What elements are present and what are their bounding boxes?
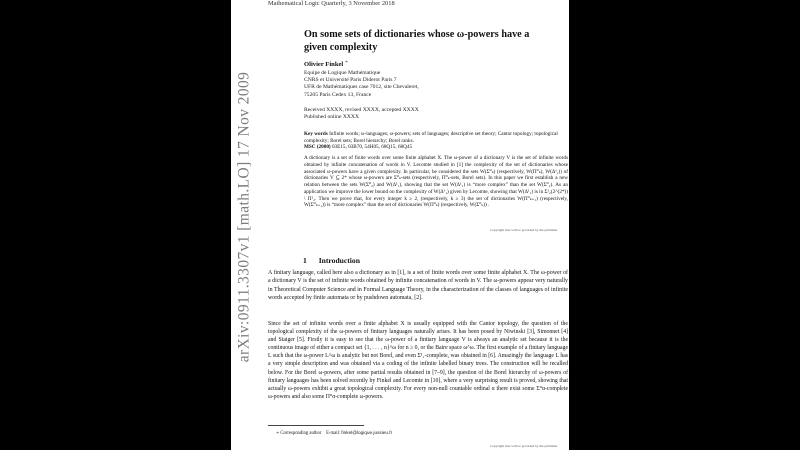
keywords-label: Key words (304, 131, 328, 137)
running-header: Mathematical Logic Quarterly, 3 November 2018 (268, 0, 395, 7)
affiliation-line: 75205 Paris Cedex 13, France (304, 91, 372, 98)
arxiv-stamp-text: arXiv:0911.3307v1 [math.LO] 17 Nov 2009 (235, 71, 253, 363)
arxiv-stamp (226, 71, 262, 363)
footnote-divider (268, 425, 364, 426)
footnote-email: finkel@logique.jussieu.fr (341, 430, 393, 435)
paper-title: On some sets of dictionaries whose ω-powers have a given complexity (304, 29, 530, 53)
keywords-block (304, 131, 569, 151)
section-number: 1 (303, 256, 307, 265)
affiliation (304, 70, 419, 99)
footnote-email-label: E-mail: (326, 431, 341, 436)
body-paragraph: A finitary language, called here also a dictionary as in [1], is a set of finite words over some finite alphabet X. The ω-power of a dictionary V is the set of infinite words obtained by infinite concatenation of words in V. The ω-powers appear very naturally in Theoretical Computer Science and in Formal Language Theory, in the characterization of the classes of languages of infinite words accepted by finite automata or by pushdown automata, [2]. (268, 270, 568, 302)
abstract: A dictionary is a set of finite words over some finite alphabet X. The ω-power of a dictionary V is the set of infinite words obtained by infinite concatenation of words in V. Lecomte studied in [1] the complexity of the set of dictionaries whose associated ω-powers have a given complexity. In particular, he considered the sets W(Σ⁰ₖ) (respectively, W(Π⁰ₖ), W(Δ¹₁)) of dictionaries V ⊆ 2* whose ω-powers are Σ⁰ₖ-sets (respectively, Π⁰ₖ-sets, Borel sets). In this paper we first establish a new relation between the sets W(Σ⁰₂) and W(Δ¹₁), showing that the set W(Δ¹₁) is “more complex” than the set W(Σ⁰₂). As an application we improve the lower bound on the complexity of W(Δ¹₁) given by Lecomte, showing that W(Δ¹₁) is in Σ¹₂(2^(2*)) \ Π¹₂. Then we prove that, for every integer k ≥ 2, (respectively, k ≥ 3) the set of dictionaries W(Π⁰ₖ₊₁) (respectively, W(Σ⁰ₖ₊₁)) is “more complex” than the set of dictionaries W(Π⁰ₖ) (respectively, W(Σ⁰ₖ)) . (304, 155, 568, 209)
dates-line: Published online XXXX (304, 114, 360, 121)
affiliation-line: UFR de Mathématiques case 7012, site Chevaleret, (304, 84, 419, 91)
section-title: Introduction (318, 256, 360, 265)
author-name: Olivier Finkel (304, 61, 344, 69)
body-paragraph: Since the set of infinite words over a finite alphabet X is usually equipped with the Cantor topology, the question of the topological complexity of the ω-powers of finitary languages naturally arises. It has been posed by Niwinski [3], Simonnet [4] and Staiger [5]. Firstly it is easy to see that the ω-power of a finitary language V is always an analytic set because it is the continuous image of either a compact set {1, . . . , n}^ω for n ≥ 0, or the Baire space ω^ω. The first example of a finitary language L such that the ω-power L^ω is analytic but not Borel, and even Σ¹₁-complete, was obtained in [6]. Amazingly the language L has a very simple description and was obtained via a coding of the infinite labelled binary trees. The construction will be recalled below. For the Borel ω-powers, after some partial results obtained in [7–9], the question of the Borel hierarchy of ω-powers of finitary languages has been solved recently by Finkel and Lecomte in [10], where a very surprising result is proved, showing that actually ω-powers exhibit a great topological complexity. For every non-null countable ordinal α there exist some Σ⁰α-complete ω-powers and also some Π⁰α-complete ω-powers. (268, 321, 568, 400)
dates-line: Received XXXX, revised XXXX, accepted XXXX (304, 107, 419, 113)
footnote-label: Corresponding author (280, 431, 322, 436)
copyright-note: Copyright line will be provided by the publisher (490, 444, 558, 448)
author-mark: ∗ (344, 59, 349, 64)
copyright-note: Copyright line will be provided by the publisher (490, 228, 558, 232)
msc-text: 03E15, 03B70, 54H05, 68Q15, 68Q45 (331, 144, 413, 151)
section-heading (303, 256, 360, 265)
author (304, 59, 348, 68)
footnote-mark: ∗ (276, 431, 280, 436)
keywords-text: Infinite words; ω-languages; ω-powers; sets of languages; descriptive set theory; Cantor topology; topological complexity; Borel sets; Borel hierarchy; Borel ranks. (304, 131, 558, 144)
msc-label: MSC (2000) (304, 144, 331, 151)
footnote (276, 430, 392, 436)
publication-dates (304, 107, 419, 121)
affiliation-line: Equipe de Logique Mathématique (304, 70, 381, 76)
affiliation-line: CNRS et Université Paris Diderot Paris 7 (304, 77, 397, 84)
